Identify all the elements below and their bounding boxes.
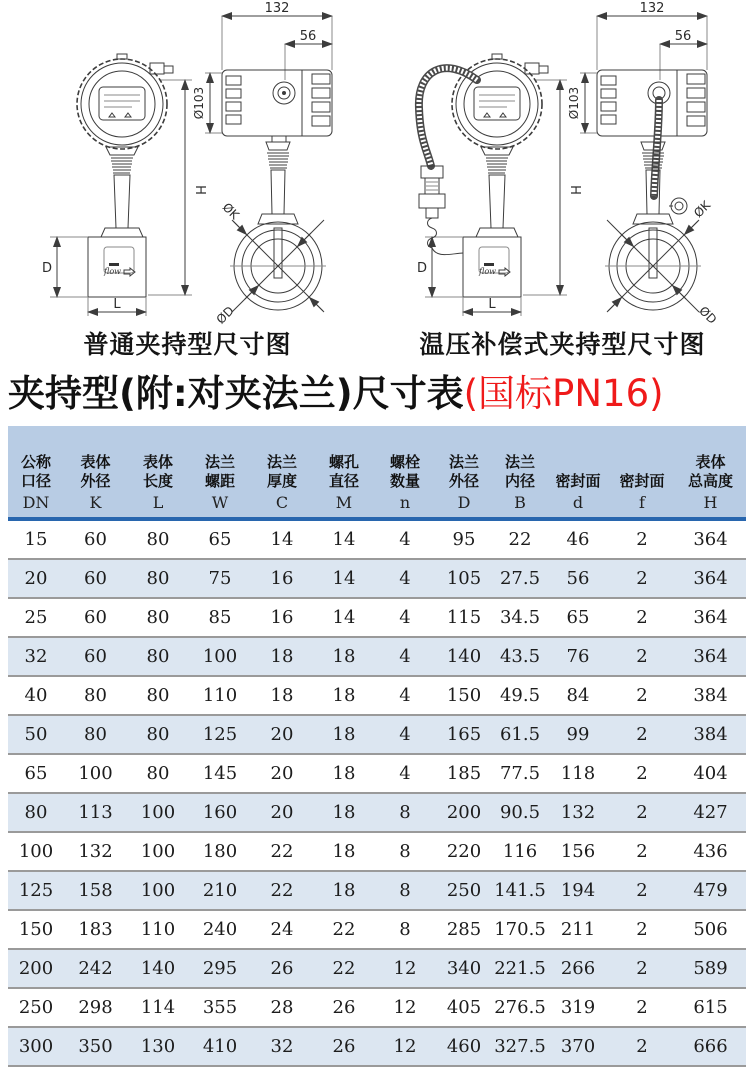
cell-B: 141.5 <box>494 880 546 901</box>
cell-L: 80 <box>146 607 170 628</box>
cell-D: 220 <box>446 841 482 862</box>
column-header-n: 螺栓 数量 n <box>375 426 435 519</box>
cell-H: 404 <box>693 763 728 784</box>
cell-d: 194 <box>560 880 596 901</box>
table-row-dn-100 <box>8 832 746 871</box>
cell-H: 364 <box>693 568 728 589</box>
column-header-L: 表体 长度 L <box>127 426 189 519</box>
cell-B: 61.5 <box>499 724 541 745</box>
cell-L: 80 <box>146 763 170 784</box>
cell-M: 18 <box>332 880 356 901</box>
cell-n: 4 <box>399 685 411 706</box>
dimension-table-body <box>8 519 746 1066</box>
cell-DN: 40 <box>24 685 48 706</box>
cell-DN: 32 <box>24 646 48 667</box>
cell-DN: 20 <box>24 568 48 589</box>
column-header-C: 法兰 厚度 C <box>251 426 313 519</box>
cell-K: 242 <box>78 958 113 979</box>
cell-M: 14 <box>332 529 356 550</box>
column-header-d: 密封面 d <box>547 426 609 519</box>
cell-C: 28 <box>270 997 294 1018</box>
table-row-dn-80 <box>8 793 746 832</box>
cell-H: 666 <box>693 1036 728 1057</box>
table-row-dn-20 <box>8 559 746 598</box>
cell-d: 56 <box>566 568 590 589</box>
cell-K: 183 <box>78 919 113 940</box>
cell-W: 125 <box>202 724 238 745</box>
cell-C: 16 <box>270 607 294 628</box>
dim-103-label: Ø103 <box>192 86 206 120</box>
cell-f: 2 <box>636 841 648 862</box>
caption-compensated-clamp: 温压补偿式夹持型尺寸图 <box>419 330 706 359</box>
cell-n: 4 <box>399 763 411 784</box>
cell-D: 285 <box>446 919 482 940</box>
cell-C: 24 <box>270 919 294 940</box>
table-row-dn-65 <box>8 754 746 793</box>
cell-DN: 200 <box>18 958 54 979</box>
front-view-drawing <box>50 54 192 316</box>
cell-L: 110 <box>140 919 176 940</box>
cell-M: 18 <box>332 685 356 706</box>
cell-L: 130 <box>140 1036 176 1057</box>
cell-M: 18 <box>332 802 356 823</box>
cell-D: 185 <box>446 763 482 784</box>
dim-Dflange-label: ØD <box>696 303 720 327</box>
flow-label: flow <box>479 267 496 276</box>
cell-L: 80 <box>146 568 170 589</box>
cell-L: 100 <box>140 802 176 823</box>
dimension-table <box>8 426 746 1067</box>
cell-H: 364 <box>693 529 728 550</box>
page-title <box>8 371 750 417</box>
cell-K: 100 <box>78 763 113 784</box>
table-row-dn-15 <box>8 519 746 559</box>
cell-L: 100 <box>140 841 176 862</box>
cell-W: 240 <box>202 919 238 940</box>
front-view-drawing <box>425 54 567 316</box>
cell-H: 384 <box>693 724 728 745</box>
cell-W: 210 <box>202 880 238 901</box>
cell-W: 410 <box>202 1036 238 1057</box>
cell-H: 427 <box>693 802 728 823</box>
cell-DN: 250 <box>18 997 54 1018</box>
page-title-main: 夹持型(附:对夹法兰)尺寸表 <box>8 372 464 415</box>
cell-D: 200 <box>446 802 482 823</box>
cell-M: 18 <box>332 763 356 784</box>
cell-n: 4 <box>399 568 411 589</box>
cell-d: 266 <box>560 958 596 979</box>
cell-n: 12 <box>393 958 417 979</box>
cell-W: 75 <box>208 568 232 589</box>
dim-56-label: 56 <box>299 29 317 44</box>
cell-d: 99 <box>566 724 590 745</box>
cell-W: 295 <box>202 958 238 979</box>
cell-f: 2 <box>636 880 648 901</box>
cell-M: 22 <box>332 958 356 979</box>
cell-H: 589 <box>693 958 728 979</box>
cell-C: 18 <box>270 685 294 706</box>
table-row-dn-250 <box>8 988 746 1027</box>
cell-n: 8 <box>399 841 411 862</box>
dimension-drawings <box>0 0 750 361</box>
cell-B: 22 <box>508 529 532 550</box>
dim-H-label: H <box>192 185 207 195</box>
cell-B: 116 <box>502 841 538 862</box>
cell-f: 2 <box>636 763 648 784</box>
cell-W: 160 <box>202 802 238 823</box>
cell-f: 2 <box>636 646 648 667</box>
cell-n: 12 <box>393 997 417 1018</box>
cell-D: 460 <box>446 1036 482 1057</box>
cell-f: 2 <box>636 1036 648 1057</box>
table-row-dn-32 <box>8 637 746 676</box>
table-row-dn-300 <box>8 1027 746 1066</box>
cell-C: 32 <box>270 1036 294 1057</box>
cell-C: 20 <box>270 724 294 745</box>
cell-d: 319 <box>560 997 596 1018</box>
normal-clamp-diagram <box>0 0 375 327</box>
dim-D-label: D <box>416 261 428 276</box>
cell-H: 384 <box>693 685 728 706</box>
cell-H: 615 <box>693 997 728 1018</box>
side-view-drawing <box>205 16 332 312</box>
cell-W: 145 <box>202 763 238 784</box>
cell-L: 140 <box>140 958 176 979</box>
column-header-B: 法兰 内径 B <box>493 426 547 519</box>
cell-f: 2 <box>636 607 648 628</box>
dim-132-label: 132 <box>264 1 290 16</box>
cell-B: 34.5 <box>499 607 541 628</box>
dim-H-label: H <box>567 185 582 195</box>
cell-DN: 50 <box>24 724 48 745</box>
cell-W: 100 <box>202 646 238 667</box>
cell-C: 26 <box>270 958 294 979</box>
cell-B: 327.5 <box>494 1036 546 1057</box>
dimension-table-header <box>8 426 746 519</box>
cell-D: 95 <box>452 529 476 550</box>
cell-DN: 65 <box>24 763 48 784</box>
cell-H: 479 <box>693 880 728 901</box>
cell-D: 150 <box>446 685 482 706</box>
cell-W: 180 <box>202 841 238 862</box>
cell-M: 18 <box>332 841 356 862</box>
cell-K: 60 <box>84 607 107 628</box>
cell-K: 80 <box>84 724 107 745</box>
cell-d: 76 <box>566 646 590 667</box>
cell-DN: 300 <box>18 1036 54 1057</box>
cell-n: 8 <box>399 802 411 823</box>
cell-f: 2 <box>636 685 648 706</box>
compensation-assembly-drawing <box>419 68 477 254</box>
dim-Dflange-label: ØD <box>213 303 237 327</box>
dim-L-label: L <box>488 297 496 312</box>
cell-K: 60 <box>84 568 107 589</box>
dimension-labels <box>417 1 719 327</box>
cell-DN: 100 <box>18 841 54 862</box>
cell-K: 60 <box>84 646 107 667</box>
cell-DN: 15 <box>24 529 48 550</box>
cell-n: 8 <box>399 880 411 901</box>
cell-B: 77.5 <box>499 763 541 784</box>
column-header-W: 法兰 螺距 W <box>189 426 251 519</box>
cell-d: 156 <box>560 841 596 862</box>
column-header-D: 法兰 外径 D <box>435 426 493 519</box>
table-row-dn-50 <box>8 715 746 754</box>
cell-d: 132 <box>560 802 596 823</box>
cell-L: 80 <box>146 646 170 667</box>
cell-C: 22 <box>270 841 294 862</box>
cell-K: 132 <box>78 841 113 862</box>
page-title-standard: (国标PN16) <box>463 372 664 415</box>
cell-B: 49.5 <box>499 685 541 706</box>
cell-n: 8 <box>399 919 411 940</box>
cell-DN: 25 <box>24 607 48 628</box>
table-row-dn-125 <box>8 871 746 910</box>
cell-K: 350 <box>78 1036 113 1057</box>
cell-d: 370 <box>560 1036 596 1057</box>
cell-n: 12 <box>393 1036 417 1057</box>
cell-W: 355 <box>202 997 238 1018</box>
cell-H: 364 <box>693 646 728 667</box>
drawing-normal-clamp <box>0 0 375 361</box>
cell-D: 115 <box>446 607 482 628</box>
column-header-M: 螺孔 直径 M <box>313 426 375 519</box>
cell-D: 340 <box>446 958 482 979</box>
cell-B: 170.5 <box>494 919 546 940</box>
cell-DN: 80 <box>24 802 48 823</box>
table-row-dn-150 <box>8 910 746 949</box>
cell-d: 211 <box>560 919 596 940</box>
cell-f: 2 <box>636 919 648 940</box>
cell-d: 65 <box>566 607 590 628</box>
cell-D: 165 <box>446 724 482 745</box>
cell-B: 276.5 <box>494 997 546 1018</box>
cell-M: 26 <box>332 1036 356 1057</box>
cell-d: 118 <box>560 763 596 784</box>
cell-d: 46 <box>566 529 590 550</box>
cell-L: 114 <box>140 997 176 1018</box>
cell-L: 80 <box>146 529 170 550</box>
cell-f: 2 <box>636 724 648 745</box>
cell-M: 22 <box>332 919 356 940</box>
dim-K-label: ØK <box>219 200 242 223</box>
cell-D: 250 <box>446 880 482 901</box>
cell-f: 2 <box>636 958 648 979</box>
cell-n: 4 <box>399 724 411 745</box>
dim-L-label: L <box>113 297 121 312</box>
cell-M: 14 <box>332 607 356 628</box>
table-row-dn-25 <box>8 598 746 637</box>
dim-56-label: 56 <box>674 29 692 44</box>
cell-n: 4 <box>399 607 411 628</box>
cell-B: 27.5 <box>499 568 541 589</box>
cell-DN: 150 <box>18 919 54 940</box>
cell-f: 2 <box>636 529 648 550</box>
cell-K: 158 <box>78 880 113 901</box>
cell-d: 84 <box>566 685 590 706</box>
cell-C: 20 <box>270 802 294 823</box>
cell-M: 18 <box>332 646 356 667</box>
cell-C: 16 <box>270 568 294 589</box>
caption-normal-clamp: 普通夹持型尺寸图 <box>83 330 292 359</box>
cell-C: 22 <box>270 880 294 901</box>
dim-132-label: 132 <box>639 1 665 16</box>
side-view-drawing <box>580 16 707 312</box>
cell-B: 90.5 <box>499 802 541 823</box>
column-header-K: 表体 外径 K <box>64 426 127 519</box>
cell-C: 14 <box>270 529 294 550</box>
dim-103-label: Ø103 <box>567 86 581 120</box>
cell-f: 2 <box>636 802 648 823</box>
cell-K: 298 <box>78 997 113 1018</box>
cell-K: 80 <box>84 685 107 706</box>
cell-n: 4 <box>399 529 411 550</box>
drawing-compensated-clamp <box>375 0 750 361</box>
cell-H: 506 <box>693 919 728 940</box>
dim-K-label: ØK <box>691 198 714 221</box>
cell-L: 80 <box>146 685 170 706</box>
cell-M: 18 <box>332 724 356 745</box>
cell-C: 18 <box>270 646 294 667</box>
flow-label: flow <box>104 267 121 276</box>
table-row-dn-200 <box>8 949 746 988</box>
cell-D: 105 <box>446 568 482 589</box>
cell-W: 85 <box>208 607 232 628</box>
cell-D: 140 <box>446 646 482 667</box>
cell-K: 113 <box>78 802 113 823</box>
header-row <box>8 426 746 519</box>
dim-D-label: D <box>41 261 53 276</box>
column-header-f: 密封面 f <box>609 426 675 519</box>
cell-B: 43.5 <box>499 646 541 667</box>
cell-D: 405 <box>446 997 482 1018</box>
cell-M: 26 <box>332 997 356 1018</box>
cell-C: 20 <box>270 763 294 784</box>
cell-B: 221.5 <box>494 958 546 979</box>
cell-f: 2 <box>636 568 648 589</box>
cell-K: 60 <box>84 529 107 550</box>
cell-H: 364 <box>693 607 728 628</box>
column-header-H: 表体 总高度 H <box>675 426 746 519</box>
cell-L: 100 <box>140 880 176 901</box>
compensated-clamp-diagram <box>375 0 750 327</box>
table-row-dn-40 <box>8 676 746 715</box>
cell-M: 14 <box>332 568 356 589</box>
cell-W: 110 <box>202 685 238 706</box>
cell-H: 436 <box>693 841 728 862</box>
cell-L: 80 <box>146 724 170 745</box>
cell-f: 2 <box>636 997 648 1018</box>
cell-DN: 125 <box>18 880 54 901</box>
cell-n: 4 <box>399 646 411 667</box>
cell-W: 65 <box>208 529 232 550</box>
column-header-DN: 公称 口径 DN <box>8 426 64 519</box>
